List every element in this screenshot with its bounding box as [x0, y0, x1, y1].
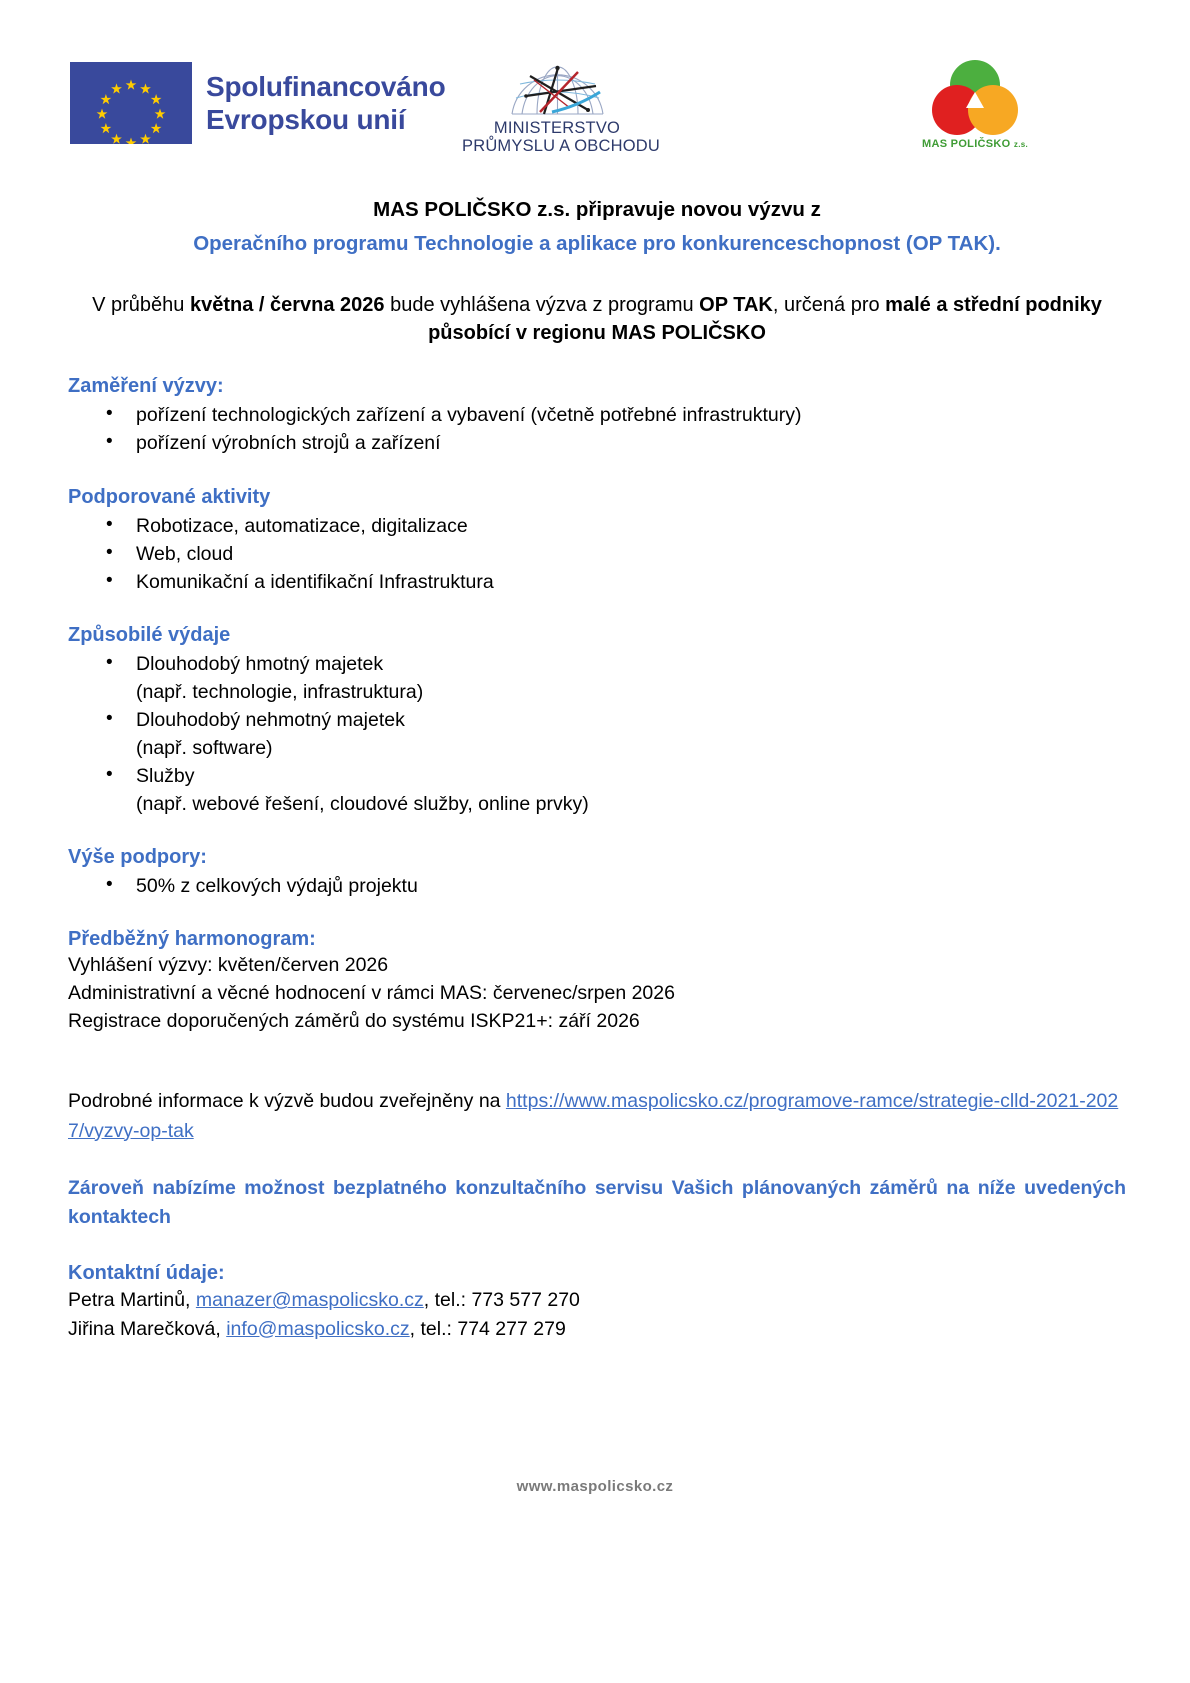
schedule-line: Administrativní a věcné hodnocení v rámci MAS: červenec/srpen 2026	[68, 981, 675, 1004]
intro-bold1: května / června 2026	[189, 294, 385, 317]
list-item	[68, 540, 1126, 568]
section-kontaktni-udaje	[68, 1260, 1126, 1343]
contact-email-link[interactable]: info@maspolicsko.cz	[226, 1317, 410, 1340]
section-heading: Kontaktní údaje:	[68, 1262, 225, 1285]
eu-logo-text	[206, 70, 445, 136]
intro-bold2: OP TAK	[699, 294, 773, 317]
intro-bold3: malé a střední podniky působící v regionu MAS POLIČSKO	[428, 294, 1102, 345]
contact-name: Jiřina Marečková,	[68, 1317, 227, 1340]
contact-phone: , tel.: 774 277 279	[409, 1317, 566, 1340]
list-item	[68, 568, 1126, 596]
list-item	[68, 706, 1126, 762]
consultation-paragraph: Zároveň nabízíme možnost bezplatného konzultačního servisu Vašich plánovaných záměrů na níže uvedených kontaktech	[68, 1176, 1126, 1229]
intro-part3: , určená pro	[772, 294, 886, 317]
schedule-line: Vyhlášení výzvy: květen/červen 2026	[68, 954, 389, 977]
contact-row	[68, 1286, 1126, 1314]
section-zamereni-vyzvy	[68, 373, 1126, 457]
globe-network-icon	[500, 56, 615, 118]
more-info-prefix: Podrobné informace k výzvě budou zveřejněny na	[68, 1090, 506, 1113]
list-item-subtext: (např. webové řešení, cloudové služby, online prvky)	[136, 793, 589, 816]
list-item-text: pořízení výrobních strojů a zařízení	[136, 432, 441, 455]
section-zpusobile-vydaje	[68, 622, 1126, 818]
ministry-logo-text	[462, 119, 660, 156]
vyzvy-op-tak-link[interactable]: https://www.maspolicsko.cz/programove-ramce/strategie-clld-2021-2027/vyzvy-op-tak	[68, 1090, 1119, 1142]
section-heading: Výše podpory:	[68, 846, 207, 869]
mas-logo-suffix: z.s.	[1013, 140, 1029, 149]
list-item	[68, 401, 1126, 429]
logo-band	[0, 50, 1190, 165]
eu-logo-line1: Spolufinancováno	[206, 70, 446, 102]
contact-email-link[interactable]: manazer@maspolicsko.cz	[195, 1289, 424, 1312]
section-podporovane-aktivity	[68, 484, 1126, 596]
section-heading: Způsobilé výdaje	[68, 623, 231, 646]
contact-row	[68, 1315, 1126, 1343]
list-item-text: Dlouhodobý hmotný majetek	[136, 652, 384, 675]
section-harmonogram	[68, 926, 1126, 1035]
more-info-paragraph	[68, 1087, 1126, 1146]
list-item	[68, 429, 1126, 457]
list-item-text: Služby	[136, 765, 195, 788]
contact-name: Petra Martinů,	[68, 1289, 196, 1312]
list-item-subtext: (např. technologie, infrastruktura)	[136, 680, 424, 703]
ministry-logo-line1: MINISTERSTVO	[493, 119, 621, 137]
list-item-text: 50% z celkových výdajů projektu	[136, 875, 418, 898]
intro-part2: bude vyhlášena výzva z programu	[384, 294, 700, 317]
ministry-logo	[462, 56, 660, 156]
bullet-list	[68, 401, 1126, 457]
list-item	[68, 762, 1126, 818]
list-item-text: Robotizace, automatizace, digitalizace	[136, 514, 468, 537]
section-heading: Předběžný harmonogram:	[68, 928, 316, 951]
contact-phone: , tel.: 773 577 270	[423, 1289, 580, 1312]
bullet-list	[68, 872, 1126, 900]
page-footer: www.maspolicsko.cz	[516, 1478, 674, 1495]
list-item	[68, 650, 1126, 706]
mas-policsko-logo	[910, 58, 1040, 150]
ministry-logo-line2: PRŮMYSLU A OBCHODU	[462, 137, 660, 156]
section-vyse-podpory	[68, 844, 1126, 900]
list-item-text: Dlouhodobý nehmotný majetek	[136, 708, 405, 731]
list-item-text: Komunikační a identifikační Infrastruktura	[136, 570, 494, 593]
eu-logo-line2: Evropskou unií	[206, 104, 406, 135]
schedule-line: Registrace doporučených záměrů do systému ISKP21+: září 2026	[68, 1009, 640, 1032]
list-item-subtext: (např. software)	[136, 736, 273, 759]
intro-part1: V průběhu	[92, 294, 190, 317]
three-circles-icon	[932, 58, 1018, 136]
eu-cofunding-logo	[70, 62, 445, 144]
mas-logo-text	[910, 138, 1040, 150]
bullet-list	[68, 512, 1126, 596]
bullet-list	[68, 650, 1126, 818]
intro-paragraph	[68, 291, 1126, 347]
list-item-text: Web, cloud	[136, 542, 234, 565]
list-item	[68, 512, 1126, 540]
list-item-text: pořízení technologických zařízení a vybavení (včetně potřebné infrastruktury)	[136, 404, 802, 427]
section-heading: Zaměření výzvy:	[68, 375, 224, 398]
section-heading: Podporované aktivity	[68, 485, 271, 508]
page-subtitle: Operačního programu Technologie a aplikace pro konkurenceschopnost (OP TAK).	[193, 231, 1001, 255]
document-content	[68, 196, 1126, 1343]
page-title: MAS POLIČSKO z.s. připravuje novou výzvu z	[373, 198, 821, 221]
eu-flag-icon	[70, 62, 192, 144]
mas-logo-name: MAS POLIČSKO	[921, 138, 1011, 150]
list-item	[68, 872, 1126, 900]
